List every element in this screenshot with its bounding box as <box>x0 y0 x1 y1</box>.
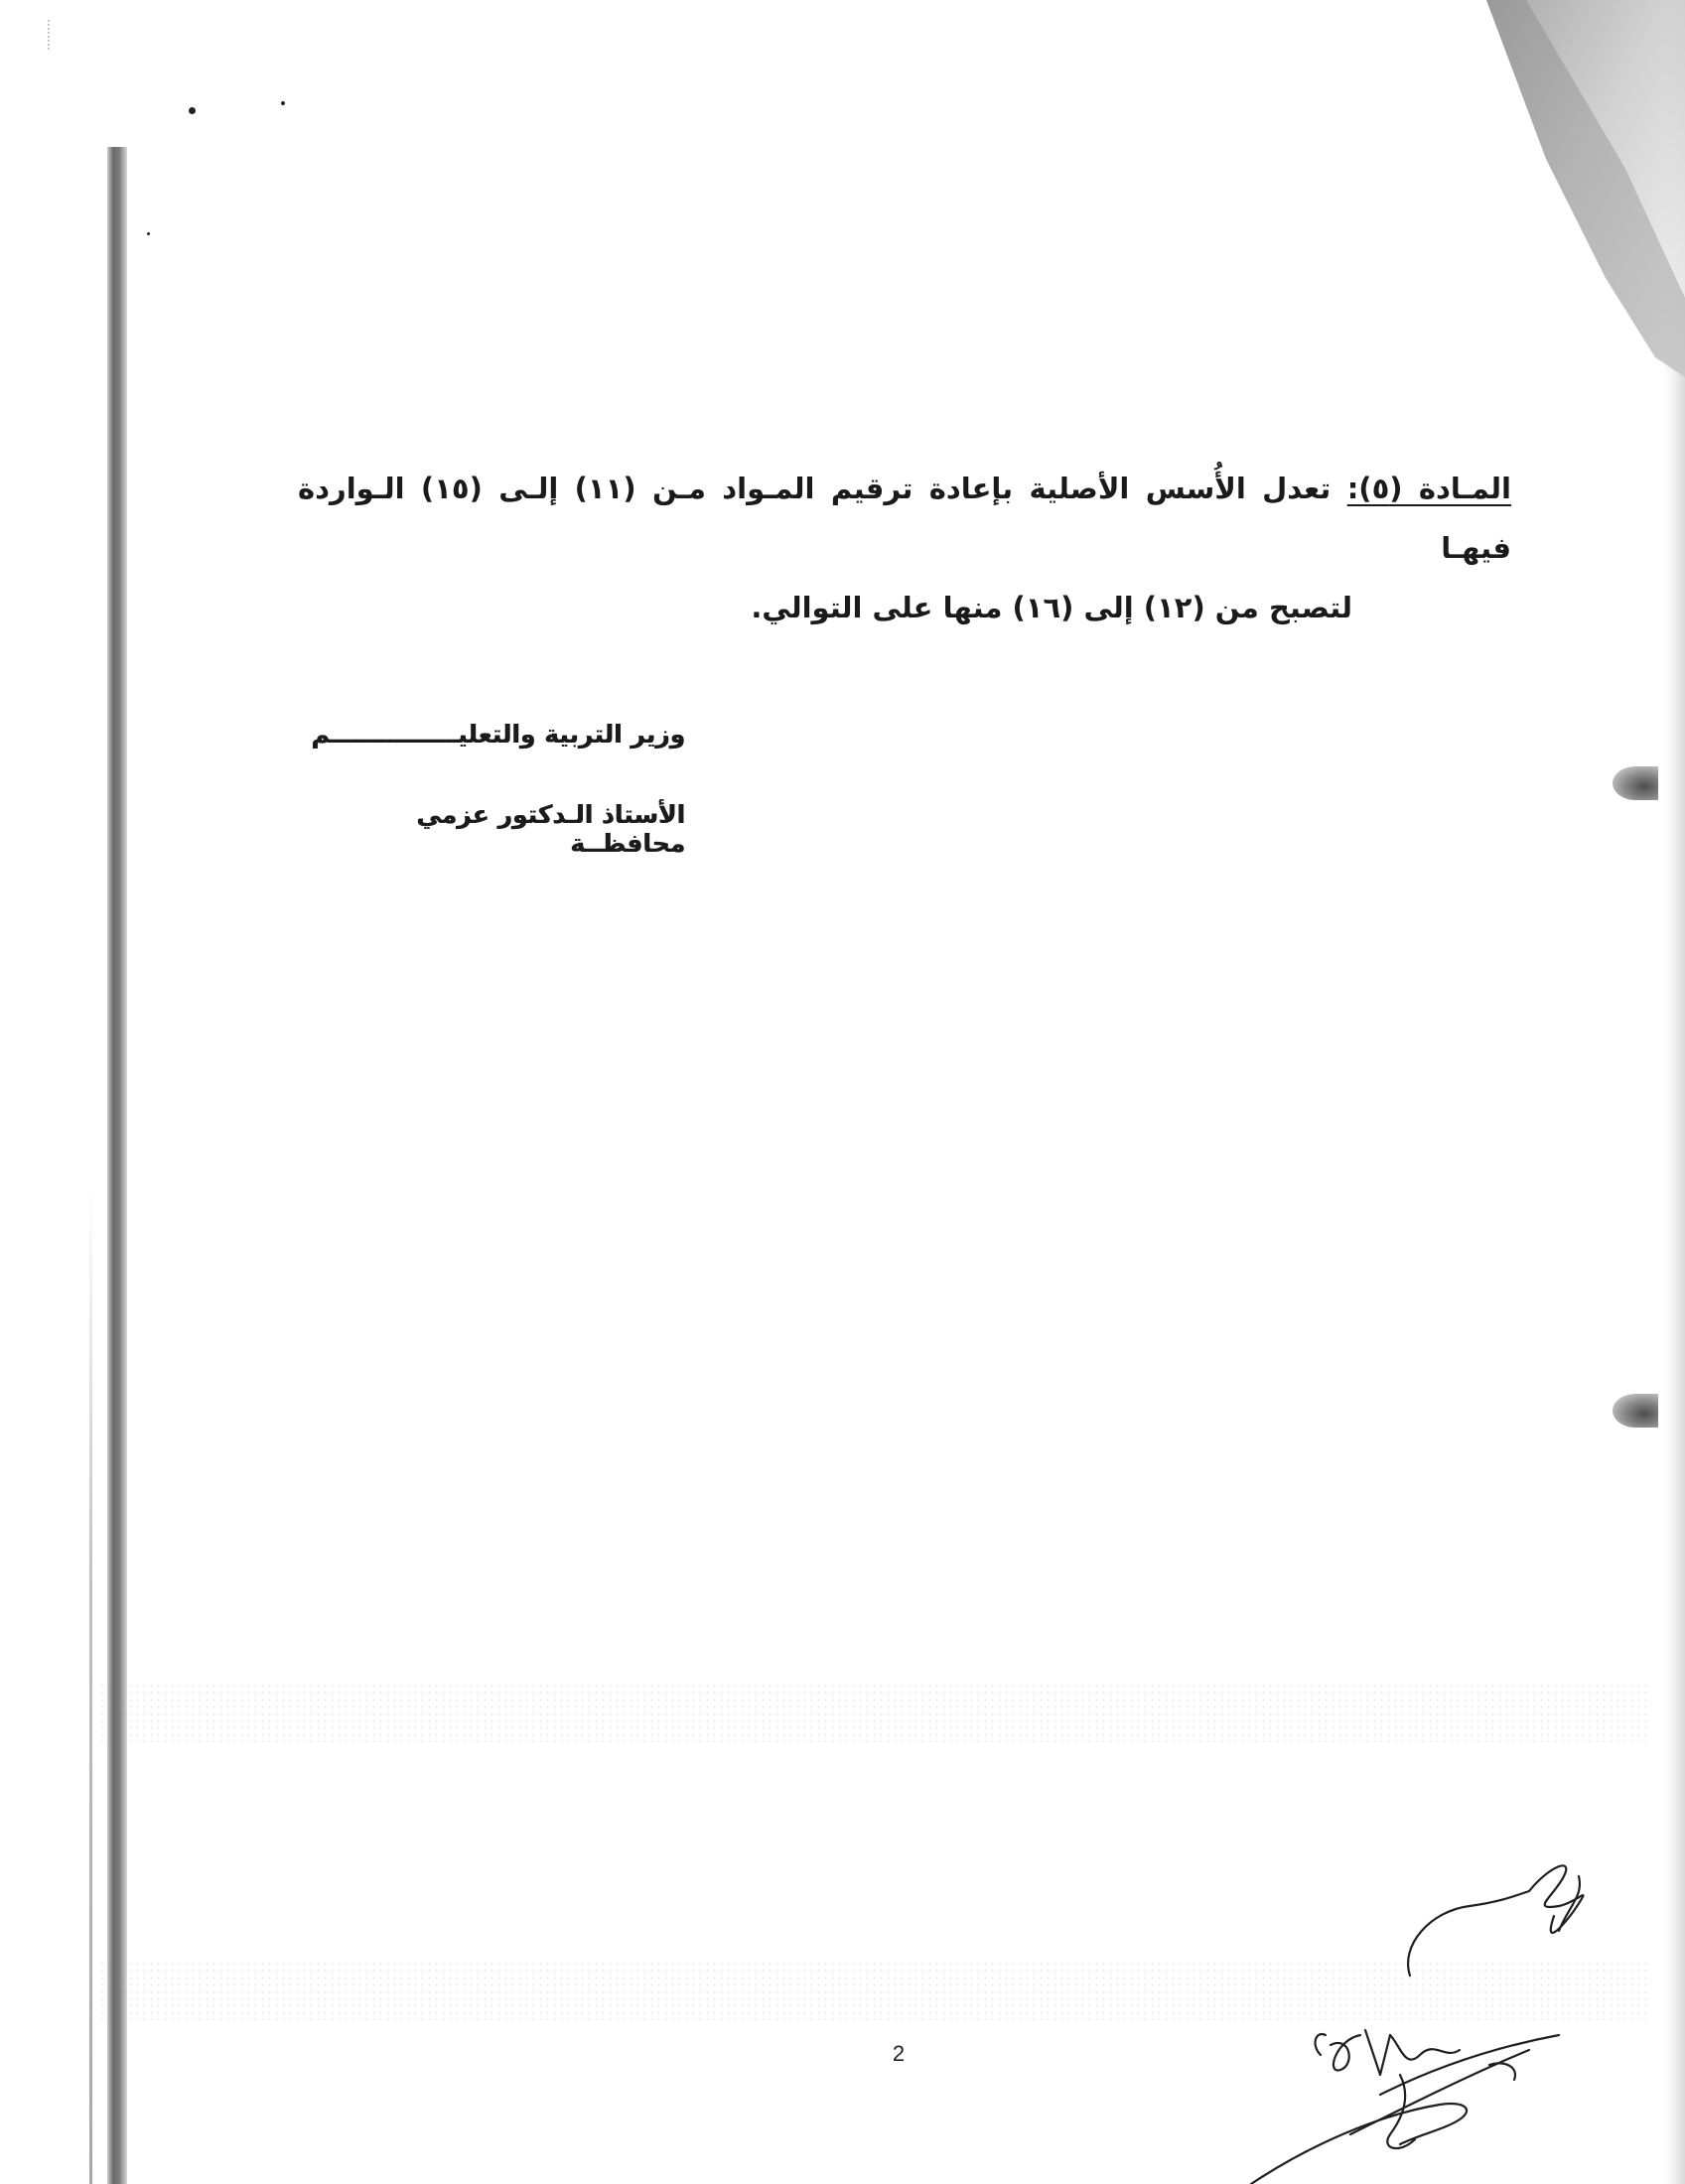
scan-noise-band <box>99 1683 1648 1742</box>
scan-speck <box>147 232 150 235</box>
binding-shadow-thin <box>89 1191 92 2184</box>
article-label: المـادة (٥): <box>1346 472 1511 505</box>
binding-shadow-stripe <box>107 147 127 2184</box>
minister-title: وزير التربية والتعليـــــــــــــــم <box>311 720 685 749</box>
scan-artifact-mark <box>48 20 64 50</box>
punch-hole-upper <box>1613 766 1658 800</box>
page-number: 2 <box>892 2041 906 2066</box>
minister-name: الأستاذ الـدكتور عزمي محافظــة <box>416 800 685 858</box>
article-paragraph <box>298 459 1511 637</box>
scan-speck <box>281 101 285 105</box>
punch-hole-lower <box>1613 1394 1658 1428</box>
article-line-1: تعدل الأُسس الأصلية بإعادة ترقيم المـواد مـن (١١) إلـى (١٥) الـواردة فيهـا <box>298 472 1511 565</box>
scan-speck <box>189 107 196 114</box>
article-line-2: لتصبح من (١٢) إلى (١٦) منها على التوالي. <box>751 591 1352 624</box>
handwritten-signature <box>1231 1837 1609 2184</box>
